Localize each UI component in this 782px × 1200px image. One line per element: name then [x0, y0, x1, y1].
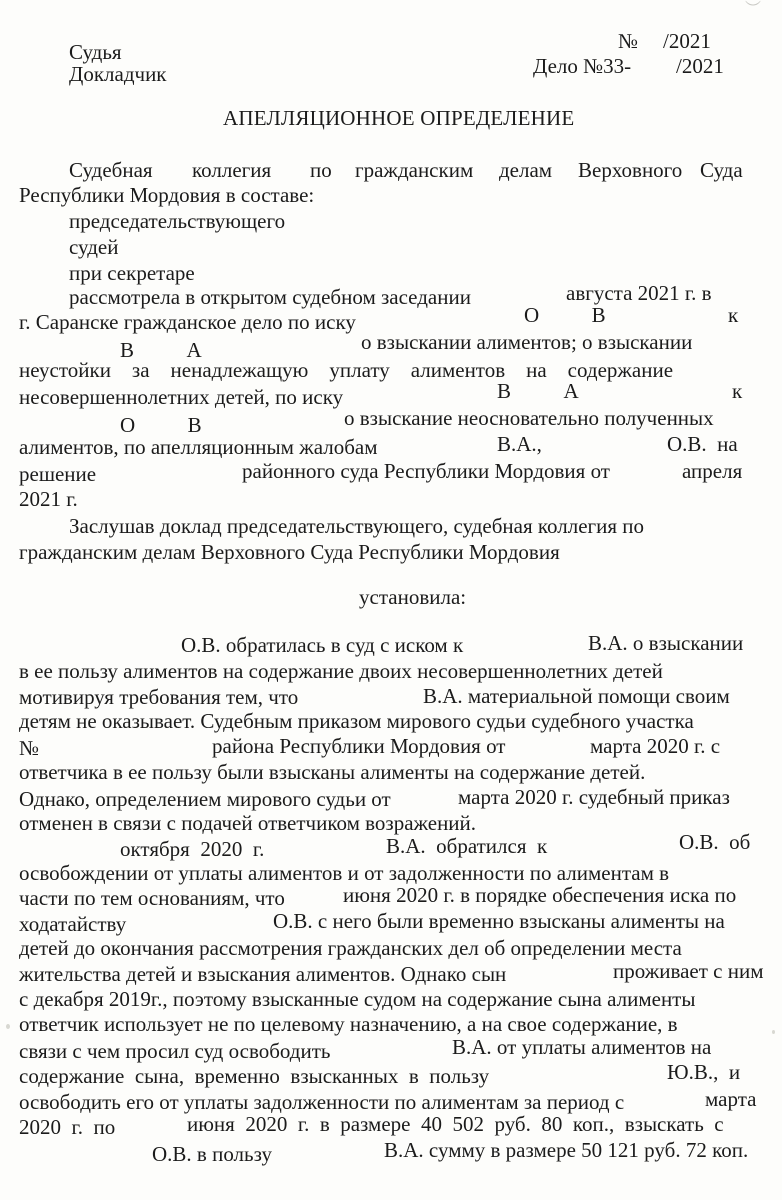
body-line: марта 2020 г. судебный приказ	[458, 785, 730, 809]
intro-word: Судебная	[69, 158, 153, 182]
case-label: Дело №33-	[533, 54, 632, 78]
intro-word: Суда	[700, 158, 743, 182]
intro-line: Заслушав доклад председательствующего, судебная коллегия по	[69, 514, 645, 538]
body-line: освобождении от уплаты алиментов и от задолженности по алиментам в	[19, 861, 670, 885]
intro-line: г. Саранске гражданское дело по иску	[19, 310, 356, 334]
intro-word: гражданским	[355, 158, 474, 182]
judges-label: судей	[69, 235, 119, 259]
body-line: района Республики Мордовия от	[212, 734, 506, 758]
body-line: ответчика в ее пользу были взысканы алименты на содержание детей.	[19, 760, 646, 784]
intro-word: решение	[19, 462, 97, 486]
body-line: В.А. обратился к	[386, 834, 548, 858]
redacted-initials: В А	[497, 379, 579, 403]
intro-word: делам	[499, 158, 553, 182]
body-line: в ее пользу алиментов на содержание двоих несовершеннолетних детей	[19, 659, 663, 683]
body-line: июня 2020 г. в размере 40 502 руб. 80 коп., взыскать с	[187, 1112, 724, 1136]
intro-line: несовершеннолетних детей, по иску	[19, 385, 344, 409]
intro-line: районного суда Республики Мордовия от	[242, 459, 610, 483]
body-line: марта 2020 г. с	[590, 734, 721, 758]
body-line: с декабря 2019г., поэтому взысканные судом на содержание сына алименты	[19, 987, 696, 1011]
body-line: Ю.В., и	[667, 1060, 741, 1084]
body-line: ответчик использует не по целевому назначению, а на свое содержание, в	[19, 1012, 678, 1036]
scan-speck	[772, 1030, 775, 1034]
body-line: Однако, определением мирового судьи от	[19, 787, 391, 811]
intro-word: по	[310, 158, 332, 182]
body-line: освободить его от уплаты задолженности по алиментам за период с	[19, 1090, 625, 1114]
case-year: /2021	[676, 54, 724, 78]
scan-speck	[6, 1024, 10, 1029]
body-line: О.В. обратилась в суд с иском к	[181, 633, 464, 657]
body-line: О.В. с него были временно взысканы алименты на	[273, 909, 725, 933]
rapporteur-label: Докладчик	[69, 62, 167, 86]
intro-line: алиментов, по апелляционным жалобам	[19, 435, 378, 459]
redacted-initials: О В	[524, 303, 606, 327]
body-line: 2020 г. по	[19, 1115, 116, 1139]
body-line: детям не оказывает. Судебным приказом мирового судьи судебного участка	[19, 709, 694, 733]
intro-word: Верховного	[578, 158, 683, 182]
redacted-initials: В А	[120, 338, 202, 362]
intro-line: неустойки за ненадлежащую уплату алиментов на содержание	[19, 358, 674, 382]
section-heading: установила:	[359, 585, 467, 609]
body-line: марта	[705, 1087, 757, 1111]
intro-word: В.А.,	[497, 432, 542, 456]
intro-line: о взыскание неосновательно полученных	[344, 406, 714, 430]
intro-line: Республики Мордовия в составе:	[19, 183, 315, 207]
body-line: ходатайству	[19, 912, 127, 936]
redacted-initials: О В	[120, 413, 202, 437]
body-line: В.А. о взыскании	[588, 631, 744, 655]
body-line: октября 2020 г.	[120, 837, 265, 861]
body-line: детей до окончания рассмотрения гражданских дел об определении места	[19, 936, 682, 960]
intro-word: к	[732, 379, 743, 403]
intro-word: апреля	[682, 459, 743, 483]
intro-line: гражданским делам Верховного Суда Республики Мордовия	[19, 540, 560, 564]
intro-line: августа 2021 г. в	[566, 281, 712, 305]
document-title: АПЕЛЛЯЦИОННОЕ ОПРЕДЕЛЕНИЕ	[223, 106, 575, 130]
presiding-label: председательствующего	[69, 209, 286, 233]
body-line: июня 2020 г. в порядке обеспечения иска по	[343, 883, 737, 907]
intro-word: коллегия	[192, 158, 272, 182]
scan-edge-mark: ︶	[745, 1, 762, 18]
body-line: содержание сына, временно взысканных в пользу	[19, 1064, 490, 1088]
intro-word: О.В. на	[667, 432, 738, 456]
judge-label: Судья	[69, 40, 122, 64]
intro-line: о взыскании алиментов; о взыскании	[361, 330, 693, 354]
body-line: жительства детей и взыскания алиментов. Однако сын	[19, 962, 507, 986]
secretary-label: при секретаре	[69, 261, 195, 285]
intro-line: 2021 г.	[19, 487, 78, 511]
body-line: связи с чем просил суд освободить	[19, 1039, 331, 1063]
number-year: /2021	[663, 29, 711, 53]
number-label: №	[618, 29, 639, 53]
intro-word: к	[728, 303, 739, 327]
body-line: В.А. сумму в размере 50 121 руб. 72 коп.	[384, 1138, 749, 1162]
body-line: В.А. материальной помощи своим	[423, 684, 730, 708]
body-line: О.В. об	[679, 830, 751, 854]
body-line: мотивируя требования тем, что	[19, 685, 299, 709]
intro-line: рассмотрела в открытом судебном заседании	[69, 285, 471, 309]
body-line: В.А. от уплаты алиментов на	[452, 1035, 712, 1059]
body-line: отменен в связи с подачей ответчиком возражений.	[19, 811, 477, 835]
body-line: О.В. в пользу	[152, 1142, 272, 1166]
body-line: №	[19, 736, 40, 760]
body-line: части по тем основаниям, что	[19, 886, 285, 910]
body-line: проживает с ним	[613, 959, 764, 983]
